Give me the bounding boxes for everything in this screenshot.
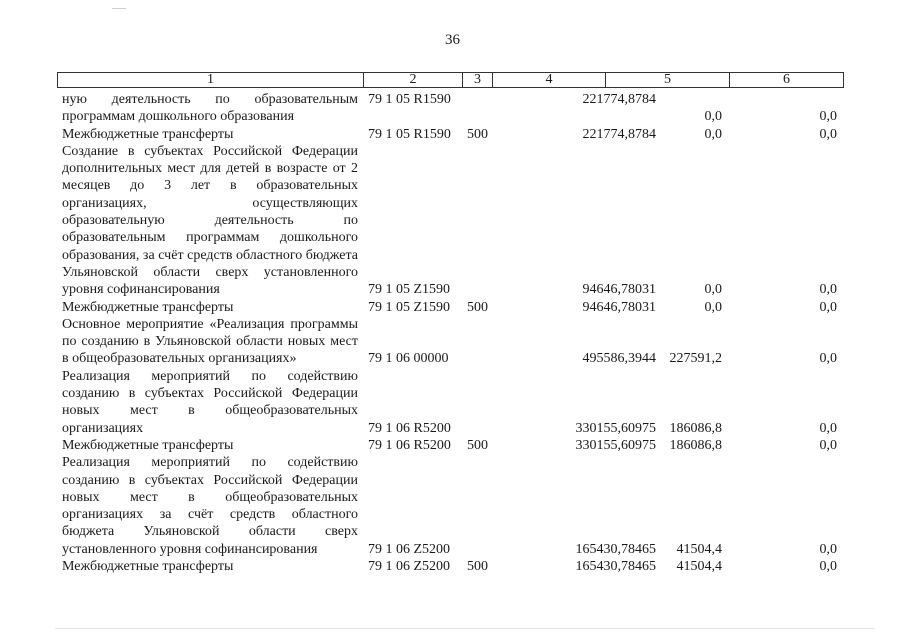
row-expense-type: 500 bbox=[467, 437, 488, 453]
row-value-6: 0,0 bbox=[819, 109, 837, 124]
row-code: 79 1 06 R5200 bbox=[368, 420, 451, 436]
row-code: 79 1 05 Z1590 bbox=[368, 299, 451, 315]
row-value-6: 0,0 bbox=[819, 282, 837, 298]
table-row bbox=[62, 454, 852, 558]
row-amount: 165430,78465 bbox=[575, 559, 656, 575]
row-amount: 330155,60975 bbox=[575, 420, 656, 436]
row-expense-type: 500 bbox=[467, 559, 488, 575]
row-value-5: 186086,8 bbox=[669, 437, 722, 453]
column-header-5: 5 bbox=[606, 73, 730, 88]
row-description: Межбюджетные трансферты bbox=[62, 559, 234, 575]
budget-table-body bbox=[62, 91, 852, 575]
row-amount: 94646,78031 bbox=[582, 282, 656, 298]
row-value-6: 0,0 bbox=[819, 299, 837, 315]
table-row bbox=[62, 368, 852, 437]
row-description: Реализация мероприятий по содействию созданию в субъектах Российской Федерации новых мест в общеобразовательных организациях bbox=[62, 368, 358, 436]
row-description: ную деятельность по образовательным программам дошкольного образования bbox=[62, 92, 358, 125]
row-amount: 221774,8784 bbox=[582, 92, 656, 108]
row-value-5: 227591,2 bbox=[669, 351, 722, 367]
row-value-6: 0,0 bbox=[819, 559, 837, 575]
page-number: 36 bbox=[445, 32, 460, 48]
row-code: 79 1 06 Z5200 bbox=[368, 541, 451, 557]
row-expense-type: 500 bbox=[467, 299, 488, 315]
table-row bbox=[62, 558, 852, 575]
row-value-5: 186086,8 bbox=[669, 420, 722, 436]
row-value-5: 0,0 bbox=[704, 109, 722, 124]
row-description: Межбюджетные трансферты bbox=[62, 437, 234, 453]
row-description: Реализация мероприятий по содействию созданию в субъектах Российской Федерации новых мест в общеобразовательных организациях за счёт средств областного бюджета Ульяновской области сверх установленного уровня софинансирования bbox=[62, 455, 358, 557]
column-header-row bbox=[58, 73, 844, 88]
row-code: 79 1 06 R5200 bbox=[368, 437, 451, 453]
row-value-6: 0,0 bbox=[819, 126, 837, 142]
row-code: 79 1 06 Z5200 bbox=[368, 559, 451, 575]
table-row bbox=[62, 316, 852, 368]
row-amount: 221774,8784 bbox=[582, 126, 656, 142]
row-amount: 165430,78465 bbox=[575, 541, 656, 557]
column-header-table bbox=[57, 72, 844, 88]
column-header-2: 2 bbox=[364, 73, 463, 88]
table-row bbox=[62, 299, 852, 316]
row-code: 79 1 05 Z1590 bbox=[368, 282, 451, 298]
row-value-6: 0,0 bbox=[819, 541, 837, 557]
column-header-4: 4 bbox=[493, 73, 606, 88]
row-value-6: 0,0 bbox=[819, 351, 837, 367]
column-header-1: 1 bbox=[58, 73, 364, 88]
row-value-5: 0,0 bbox=[704, 299, 722, 315]
row-description: Создание в субъектах Российской Федерации дополнительных мест для детей в возрасте от 2 месяцев до 3 лет в образовательных организациях, осуществляющих образовательную деятельность по образовательным программам дошкольного образования, за счёт средств областного бюджета Ульяновской области сверх установленного уровня софинансирования bbox=[62, 143, 358, 298]
row-description: Межбюджетные трансферты bbox=[62, 126, 234, 142]
row-expense-type: 500 bbox=[467, 126, 488, 142]
row-amount: 330155,60975 bbox=[575, 437, 656, 453]
table-row bbox=[62, 437, 852, 454]
scan-artifact bbox=[55, 628, 875, 629]
table-row bbox=[62, 143, 852, 299]
column-header-3: 3 bbox=[463, 73, 493, 88]
row-amount: 94646,78031 bbox=[582, 299, 656, 315]
row-code: 79 1 06 00000 bbox=[368, 351, 449, 367]
row-description: Основное мероприятие «Реализация программы по созданию в Ульяновской области новых мест в общеобразовательных организациях» bbox=[62, 316, 358, 367]
table-row bbox=[62, 126, 852, 143]
row-value-6: 0,0 bbox=[819, 420, 837, 436]
row-code: 79 1 05 R1590 bbox=[368, 92, 451, 108]
row-value-5: 0,0 bbox=[704, 126, 722, 142]
row-value-6: 0,0 bbox=[819, 437, 837, 453]
row-value-5: 41504,4 bbox=[676, 541, 722, 557]
row-amount: 495586,3944 bbox=[582, 351, 656, 367]
scan-artifact bbox=[112, 8, 126, 9]
row-value-5: 41504,4 bbox=[676, 559, 722, 575]
row-description: Межбюджетные трансферты bbox=[62, 299, 234, 315]
row-code: 79 1 05 R1590 bbox=[368, 126, 451, 142]
column-header-6: 6 bbox=[730, 73, 844, 88]
table-row bbox=[62, 91, 852, 126]
row-value-5: 0,0 bbox=[704, 282, 722, 298]
